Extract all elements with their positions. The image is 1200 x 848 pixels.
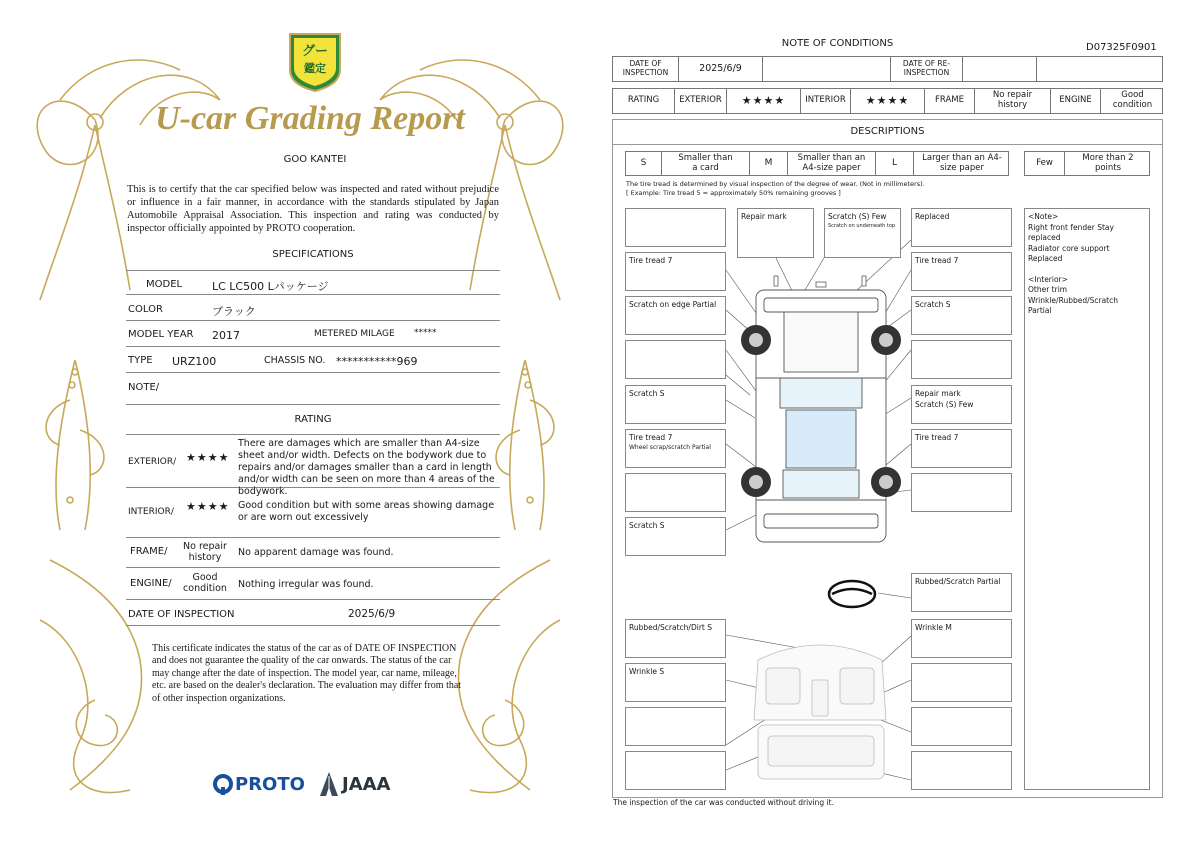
scratch-few-text: Scratch (S) Few [828,212,887,221]
engine-label: ENGINE/ [130,578,172,589]
engine-label-cell: ENGINE [1051,89,1101,113]
scratch-s-l2-text: Scratch S [629,521,665,530]
type-label: TYPE [128,355,153,366]
legend-m-desc: Smaller than an A4-size paper [788,152,876,175]
interior-note-2: Wrinkle/Rubbed/Scratch [1028,295,1118,305]
damage-box-right-blank-6 [911,751,1012,790]
legend-s: S [626,152,662,175]
interior-label: INTERIOR/ [128,507,174,517]
wrinkle-m-text: Wrinkle M [915,623,952,632]
note-line-1: Right front fender Stay replaced [1028,222,1114,242]
exterior-label: EXTERIOR/ [128,457,177,467]
tire-rl-text: Tire tread 7 [629,433,673,442]
report-title: U-car Grading Report [155,100,465,137]
note-heading: <Note> [1028,212,1059,221]
damage-box-front-repair [737,208,814,258]
scratch-s-r1-text: Scratch S [915,300,951,309]
steering-wheel-icon [829,581,875,607]
interior-description: Good condition but with some areas showing damage or are worn out excessively [238,500,495,523]
interior-note-1: Other trim [1028,285,1068,294]
inspection-date-label: DATE OF INSPECTION [128,609,235,620]
damage-box-left-blank-2 [625,340,726,379]
scratch-few-subtext: Scratch on underneath top [828,222,896,229]
scratch-edge-text: Scratch on edge Partial [629,300,717,309]
color-row [126,295,500,321]
date-reinspection-label: DATE OF RE-INSPECTION [891,57,963,81]
interior-stars-cell: ★★★★ [851,89,925,113]
damage-box-wrinkle-m [911,619,1012,658]
proto-mark-icon [212,773,234,795]
interior-note-heading: <Interior> [1028,274,1068,284]
repair-mark-r2-text: Scratch (S) Few [915,399,974,409]
engine-rating-row [126,568,500,600]
rating-label: RATING [613,89,675,113]
jaaa-logo-text: JAAA [342,773,391,795]
damage-box-tire-rr [911,429,1012,468]
exterior-stars: ★★★★ [186,451,230,464]
damage-box-rubbed-partial [911,573,1012,612]
legend-l-desc: Larger than an A4-size paper [922,152,1002,173]
conditions-page [600,0,1200,848]
rubbed-dirt-text: Rubbed/Scratch/Dirt S [629,623,712,632]
damage-box-left-blank-5 [625,707,726,746]
date-inspection-value: 2025/6/9 [679,57,763,81]
tire-fl-text: Tire tread 7 [629,256,673,265]
interior-rating-row [126,488,500,538]
proto-logo-text: PROTO [235,773,305,795]
exterior-label-cell: EXTERIOR [675,89,727,113]
legend-s-desc: Smaller than a card [662,152,750,175]
damage-box-scratch-edge [625,296,726,335]
damage-box-scratch-s-l2 [625,517,726,556]
exterior-stars-cell: ★★★★ [727,89,801,113]
interior-stars: ★★★★ [186,500,230,513]
descriptions-heading: DESCRIPTIONS [850,126,925,137]
tire-note-2: [ Example: Tire tread 5 = approximately 50% remaining grooves ] [626,189,841,197]
color-label: COLOR [128,304,163,315]
document-id: D07325F0901 [1086,42,1157,53]
repair-mark-text: Repair mark [741,212,787,221]
damage-box-tire-rl [625,429,726,468]
note-row [126,373,500,405]
damage-box-replaced [911,208,1012,247]
exterior-rating-row [126,434,500,497]
legend-m: M [750,152,788,175]
damage-box-front-scratch [824,208,901,258]
model-year-value: 2017 [212,329,240,342]
damage-box-right-blank-2 [911,340,1012,379]
jaaa-logo [318,770,391,798]
damage-box-rubbed-dirt [625,619,726,658]
chassis-label: CHASSIS NO. [264,355,326,366]
frame-value-cell: No repair history [975,89,1051,113]
badge-bottom-text: 鑑定 [304,62,326,75]
engine-value: Good condition [183,572,227,595]
type-value: URZ100 [172,355,217,368]
repair-mark-r-text: Repair mark [915,389,961,398]
mileage-label: METERED MILAGE [314,329,395,339]
damage-box-scratch-s-r1 [911,296,1012,335]
damage-box-front-left-blank [625,208,726,247]
wrinkle-s-text: Wrinkle S [629,667,665,676]
proto-logo [212,772,305,796]
tire-rl-subtext: Wheel scrap/scratch Partial [629,443,711,451]
inspection-date-row [126,600,500,626]
rating-heading: RATING [294,414,332,425]
inspection-date-value: 2025/6/9 [348,608,396,620]
goo-kantei-badge [287,30,343,92]
legend-l: L [876,152,914,175]
model-value: LC LC500 Lパッケージ [212,280,329,293]
badge-top-text: グー [301,44,328,59]
specifications-heading: SPECIFICATIONS [272,249,354,260]
frame-label: FRAME/ [130,546,168,557]
damage-box-repair-r [911,385,1012,424]
damage-box-right-blank-4 [911,663,1012,702]
damage-box-tire-fl [625,252,726,291]
tire-rr-text: Tire tread 7 [915,433,959,442]
engine-description: Nothing irregular was found. [238,579,374,590]
frame-description: No apparent damage was found. [238,547,394,558]
certificate-intro: This is to certify that the car specified below was inspected and rated without prejudice or influence in a fair manner, in accordance with the standards stipulated by Japan Automobile Appraisal Association. This inspection and rating was conducted by inspector officially appointed by PROTO cooperation. [127,184,499,235]
legend-few-desc: More than 2 points [1082,152,1134,173]
note-line-2: Radiator core support Replaced [1028,243,1110,263]
model-year-label: MODEL YEAR [128,329,194,340]
type-row [126,347,500,373]
color-value: ブラック [212,305,256,318]
chassis-value: ***********969 [336,355,418,368]
interior-label-cell: INTERIOR [801,89,851,113]
damage-box-left-blank-6 [625,751,726,790]
jaaa-mark-icon [318,771,340,797]
damage-box-scratch-s-l [625,385,726,424]
conditions-footer-note: The inspection of the car was conducted without driving it. [613,798,834,807]
tire-fr-text: Tire tread 7 [915,256,959,265]
date-inspection-label: DATE OF INSPECTION [613,57,679,81]
frame-value: No repair history [183,541,227,564]
conditions-title: NOTE OF CONDITIONS [781,38,894,49]
tire-note-1: The tire tread is determined by visual inspection of the degree of wear. (Not in millimeters). [626,180,925,188]
model-row [126,270,500,295]
model-year-row [126,321,500,347]
frame-rating-row [126,538,500,568]
replaced-text: Replaced [915,212,950,221]
engine-value-cell: Good condition [1112,90,1153,110]
frame-label-cell: FRAME [925,89,975,113]
damage-box-right-blank-5 [911,707,1012,746]
legend-few: Few [1025,152,1065,175]
damage-box-right-blank-3 [911,473,1012,512]
note-label: NOTE/ [128,382,160,393]
mileage-value: ***** [414,328,437,338]
model-label: MODEL [146,279,183,290]
scratch-s-l-text: Scratch S [629,389,665,398]
report-subtitle: GOO KANTEI [283,154,347,165]
damage-box-left-blank-3 [625,473,726,512]
certificate-footer-note: This certificate indicates the status of the car as of DATE OF INSPECTION and does not guarantee the quality of the car onwards. The status of the car may change after the date of inspection. The model year, car name, mileage, etc. are based on the dealer's declaration. The evaluation may differ from that of other inspection organizations. [152,643,462,704]
damage-box-wrinkle-s [625,663,726,702]
rubbed-partial-text: Rubbed/Scratch Partial [915,577,1001,586]
interior-note-3: Partial [1028,306,1052,315]
exterior-description: There are damages which are smaller than A4-size sheet and/or width. Defects on the bodywork due to repairs and/or damages smaller than a card in length and/or width can be seen on more than 4 areas of the bodywork. [238,438,495,497]
damage-box-tire-fr [911,252,1012,291]
